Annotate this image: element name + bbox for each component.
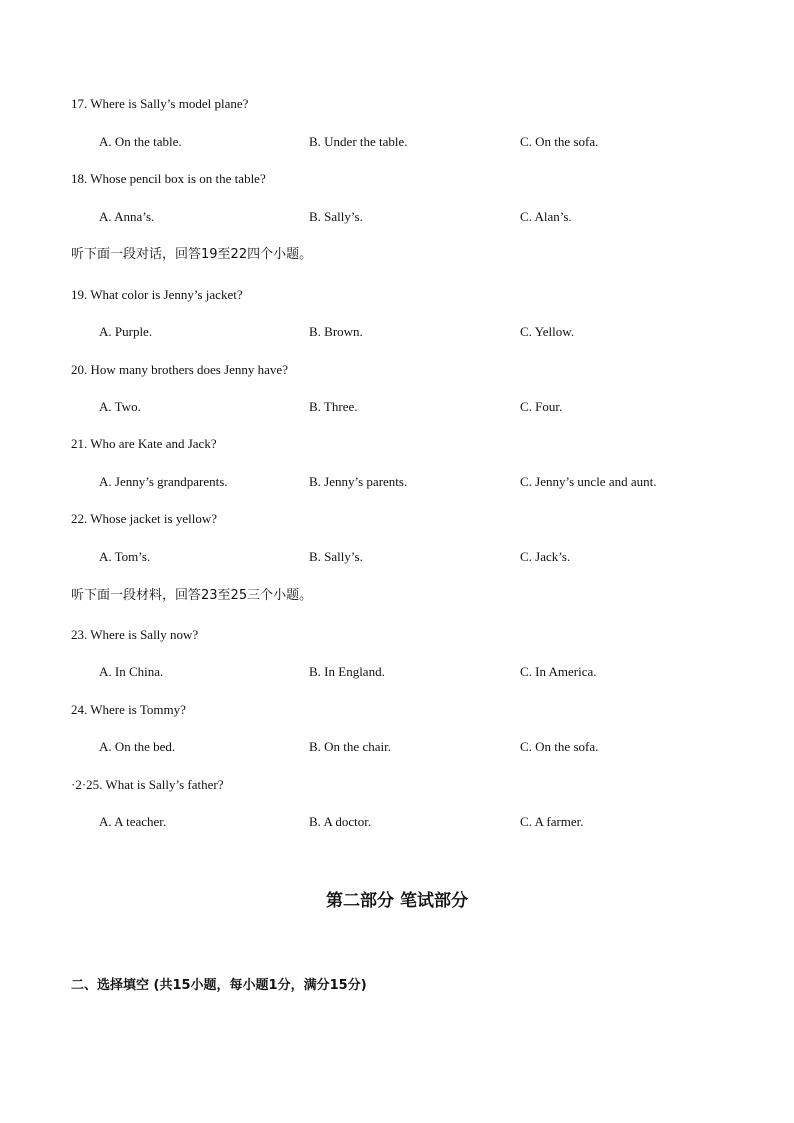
- question-20-option-c: C. Four.: [520, 399, 563, 414]
- question-17-option-a: A. On the table.: [99, 134, 182, 149]
- question-19-option-b: B. Brown.: [309, 324, 363, 339]
- question-24-stem: 24. Where is Tommy?: [71, 702, 186, 717]
- question-17-option-b: B. Under the table.: [309, 134, 408, 149]
- question-20-option-b: B. Three.: [309, 399, 358, 414]
- question-20-option-a: A. Two.: [99, 399, 141, 414]
- question-24-option-b: B. On the chair.: [309, 739, 391, 754]
- question-21-option-a: A. Jenny’s grandparents.: [99, 474, 228, 489]
- instruction-material-23-25: 听下面一段材料，回答23至25三个小题。: [71, 588, 313, 603]
- question-23-option-a: A. In China.: [99, 664, 164, 679]
- question-21-option-c: C. Jenny’s uncle and aunt.: [520, 474, 657, 489]
- question-23-option-b: B. In England.: [309, 664, 385, 679]
- question-25-option-c: C. A farmer.: [520, 814, 584, 829]
- question-23-stem: 23. Where is Sally now?: [71, 627, 199, 642]
- question-25-option-b: B. A doctor.: [309, 814, 372, 829]
- question-19-stem: 19. What color is Jenny’s jacket?: [71, 287, 243, 302]
- question-19-option-c: C. Yellow.: [520, 324, 575, 339]
- question-24-option-c: C. On the sofa.: [520, 739, 599, 754]
- instruction-dialogue-19-22: 听下面一段对话，回答19至22四个小题。: [71, 247, 313, 262]
- question-18-stem: 18. Whose pencil box is on the table?: [71, 171, 266, 186]
- question-21-option-b: B. Jenny’s parents.: [309, 474, 408, 489]
- question-17-option-c: C. On the sofa.: [520, 134, 599, 149]
- question-23-option-c: C. In America.: [520, 664, 597, 679]
- question-25-stem: ·2·25. What is Sally’s father?: [71, 777, 224, 792]
- question-22-stem: 22. Whose jacket is yellow?: [71, 511, 217, 526]
- question-25-option-a: A. A teacher.: [99, 814, 167, 829]
- question-18-option-b: B. Sally’s.: [309, 209, 363, 224]
- question-24-option-a: A. On the bed.: [99, 739, 176, 754]
- section-title: 第二部分 笔试部分: [326, 891, 468, 911]
- question-18-option-c: C. Alan’s.: [520, 209, 572, 224]
- question-21-stem: 21. Who are Kate and Jack?: [71, 436, 217, 451]
- question-22-option-b: B. Sally’s.: [309, 549, 363, 564]
- question-22-option-c: C. Jack’s.: [520, 549, 571, 564]
- question-19-option-a: A. Purple.: [99, 324, 153, 339]
- question-18-option-a: A. Anna’s.: [99, 209, 155, 224]
- question-17-stem: 17. Where is Sally’s model plane?: [71, 96, 249, 111]
- question-20-stem: 20. How many brothers does Jenny have?: [71, 362, 288, 377]
- part-heading: 二、选择填空 (共15小题，每小题1分，满分15分): [71, 978, 367, 993]
- question-22-option-a: A. Tom’s.: [99, 549, 151, 564]
